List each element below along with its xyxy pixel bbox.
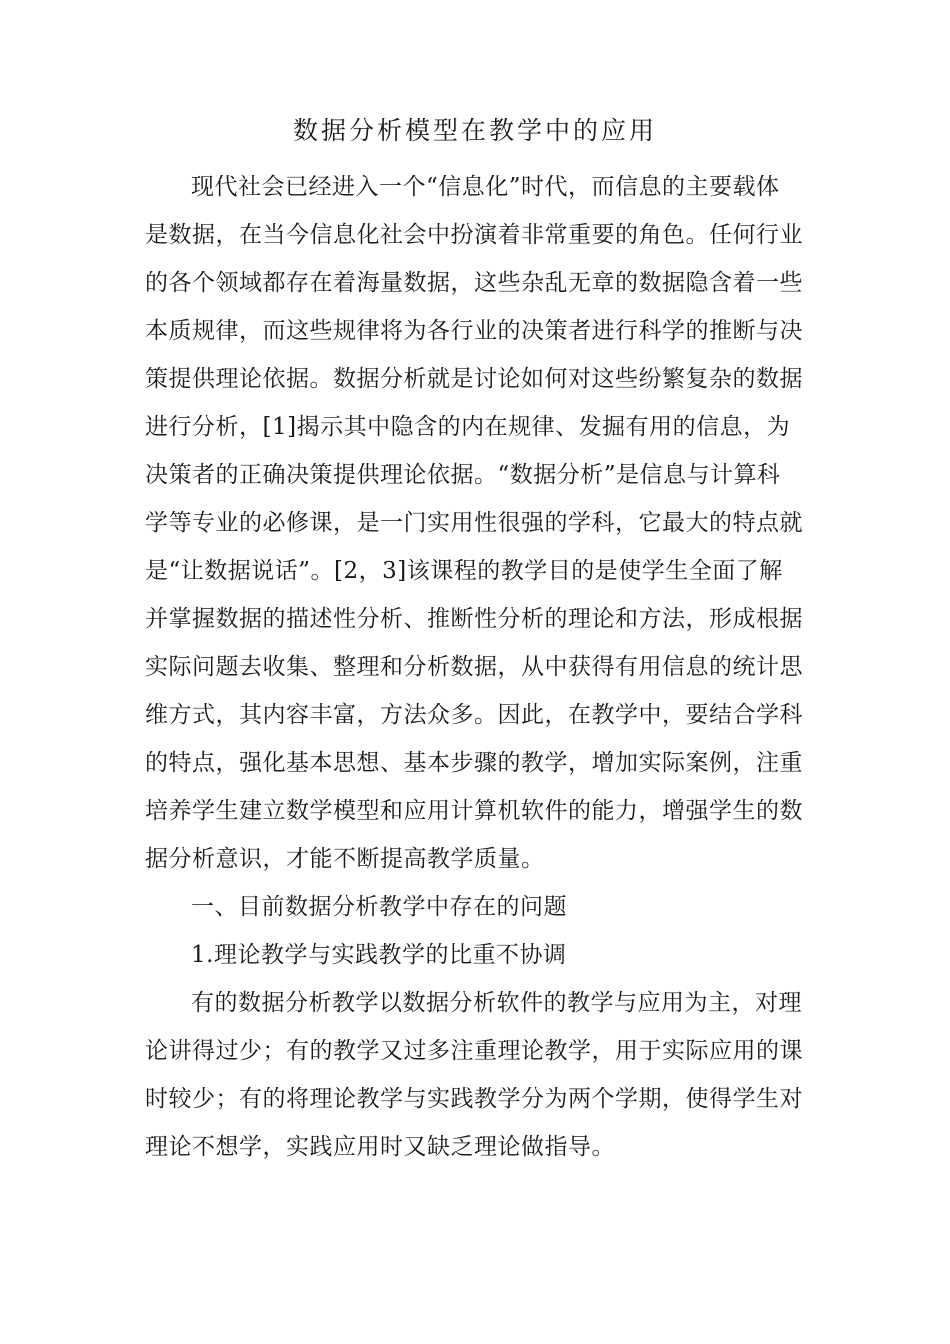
paragraph1-line: 决策者的正确决策提供理论依据。“数据分析”是信息与计算科: [145, 462, 781, 488]
paragraph1-line: 本质规律，而这些规律将为各行业的决策者进行科学的推断与决: [145, 318, 803, 344]
paragraph1-line: 现代社会已经进入一个“信息化”时代，而信息的主要载体: [191, 174, 780, 200]
subsection-heading: 1.理论教学与实践教学的比重不协调: [191, 942, 567, 968]
document-title: 数据分析模型在教学中的应用: [292, 116, 657, 145]
paragraph2-line: 论讲得过少；有的教学又过多注重理论教学，用于实际应用的课: [145, 1038, 803, 1064]
section-heading: 一、目前数据分析教学中存在的问题: [191, 894, 567, 920]
paragraph1-line: 学等专业的必修课，是一门实用性很强的学科，它最大的特点就: [145, 510, 803, 536]
paragraph1-line: 培养学生建立数学模型和应用计算机软件的能力，增强学生的数: [145, 798, 803, 824]
paragraph1-line: 策提供理论依据。数据分析就是讨论如何对这些纷繁复杂的数据: [145, 366, 803, 392]
paragraph1-line: 的特点，强化基本思想、基本步骤的教学，增加实际案例，注重: [145, 750, 803, 776]
paragraph1-line: 是数据，在当今信息化社会中扮演着非常重要的角色。任何行业: [145, 222, 803, 248]
paragraph1-line: 进行分析，[1]揭示其中隐含的内在规律、发掘有用的信息，为: [145, 414, 791, 440]
paragraph1-line: 并掌握数据的描述性分析、推断性分析的理论和方法，形成根据: [145, 606, 803, 632]
paragraph2-line: 有的数据分析教学以数据分析软件的教学与应用为主，对理: [191, 990, 802, 1016]
paragraph2-line: 理论不想学，实践应用时又缺乏理论做指导。: [145, 1134, 615, 1160]
paragraph1-line: 的各个领域都存在着海量数据，这些杂乱无章的数据隐含着一些: [145, 270, 803, 296]
paragraph1-line: 是“让数据说话”。[2，3]该课程的教学目的是使学生全面了解: [145, 558, 783, 584]
paragraph2-line: 时较少；有的将理论教学与实践教学分为两个学期，使得学生对: [145, 1086, 803, 1112]
paragraph1-line: 据分析意识，才能不断提高教学质量。: [145, 846, 545, 872]
paragraph1-line: 维方式，其内容丰富，方法众多。因此，在教学中，要结合学科: [145, 702, 803, 728]
paragraph1-line: 实际问题去收集、整理和分析数据，从中获得有用信息的统计思: [145, 654, 803, 680]
